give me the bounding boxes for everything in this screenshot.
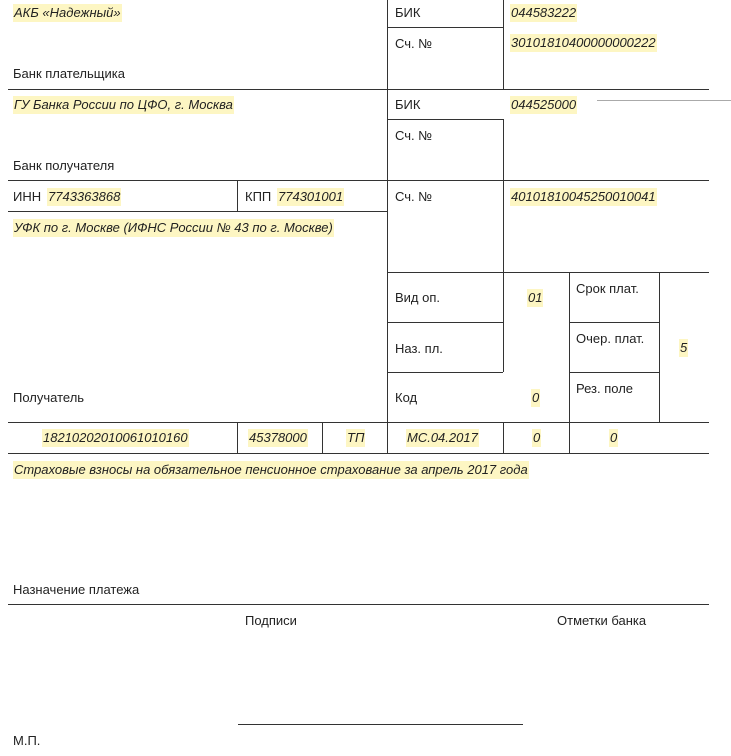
- recipient-bik-label: БИК: [395, 97, 421, 112]
- divider: [659, 272, 660, 422]
- payer-bik-value: 044583222: [511, 5, 577, 20]
- inn-label: ИНН: [13, 189, 42, 204]
- divider: [8, 180, 709, 181]
- payment-purpose-text: Страховые взносы на обязательное пенсионное страхование за апрель 2017 года: [14, 462, 528, 477]
- divider: [388, 322, 503, 323]
- divider: [8, 604, 709, 605]
- kod-label: Код: [395, 390, 418, 405]
- divider: [388, 119, 503, 120]
- recipient-account-label: Сч. №: [395, 189, 433, 204]
- recipient-label: Получатель: [13, 390, 85, 405]
- stamp-label: М.П.: [13, 733, 41, 748]
- divider: [237, 422, 238, 453]
- divider: [8, 422, 709, 423]
- divider: [237, 181, 238, 212]
- divider: [503, 0, 504, 90]
- divider: [569, 272, 570, 453]
- divider: [388, 27, 503, 28]
- recipient-name: УФК по г. Москве (ИФНС России № 43 по г. Москве): [14, 220, 333, 235]
- vid-op-value: 01: [528, 290, 543, 305]
- basis-value: ТП: [347, 430, 365, 445]
- kpp-label: КПП: [245, 189, 272, 204]
- recipient-bank-label: Банк получателя: [13, 158, 115, 173]
- divider: [8, 211, 387, 212]
- recipient-account-value: 40101810045250010041: [511, 189, 656, 204]
- divider: [388, 272, 709, 273]
- bank-marks-label: Отметки банка: [557, 613, 647, 628]
- payer-account-value: 30101810400000000222: [511, 35, 656, 50]
- divider: [503, 422, 504, 453]
- divider: [8, 89, 709, 90]
- divider: [387, 0, 388, 453]
- doc-date-value: 0: [610, 430, 618, 445]
- inn-value: 7743363868: [48, 189, 121, 204]
- signatures-label: Подписи: [245, 613, 297, 628]
- naz-pl-label: Наз. пл.: [395, 341, 443, 356]
- srok-plat-label: Срок плат.: [576, 281, 639, 296]
- divider: [503, 119, 504, 272]
- divider: [8, 453, 709, 454]
- divider: [322, 422, 323, 453]
- divider: [503, 272, 504, 372]
- payer-bank-label: Банк плательщика: [13, 66, 125, 81]
- kbk-value: 18210202010061010160: [43, 430, 188, 445]
- recipient-bank-account-label: Сч. №: [395, 128, 433, 143]
- payment-purpose-label: Назначение платежа: [13, 582, 140, 597]
- ocher-plat-value: 5: [680, 340, 688, 355]
- kpp-value: 774301001: [278, 189, 344, 204]
- recipient-bik-value: 044525000: [511, 97, 577, 112]
- recipient-bank-name: ГУ Банка России по ЦФО, г. Москва: [14, 97, 233, 112]
- payer-bik-label: БИК: [395, 5, 421, 20]
- rez-pole-label: Рез. поле: [576, 381, 634, 396]
- divider: [597, 100, 731, 101]
- divider: [388, 372, 503, 373]
- divider: [570, 322, 659, 323]
- vid-op-label: Вид оп.: [395, 290, 441, 305]
- oktmo-value: 45378000: [249, 430, 307, 445]
- signature-line: [238, 724, 523, 725]
- payer-bank-name: АКБ «Надежный»: [14, 5, 121, 20]
- ocher-plat-label: Очер. плат.: [576, 331, 645, 346]
- period-value: МС.04.2017: [407, 430, 478, 445]
- doc-number-value: 0: [533, 430, 541, 445]
- payer-account-label: Сч. №: [395, 36, 433, 51]
- divider: [570, 372, 659, 373]
- kod-value: 0: [532, 390, 540, 405]
